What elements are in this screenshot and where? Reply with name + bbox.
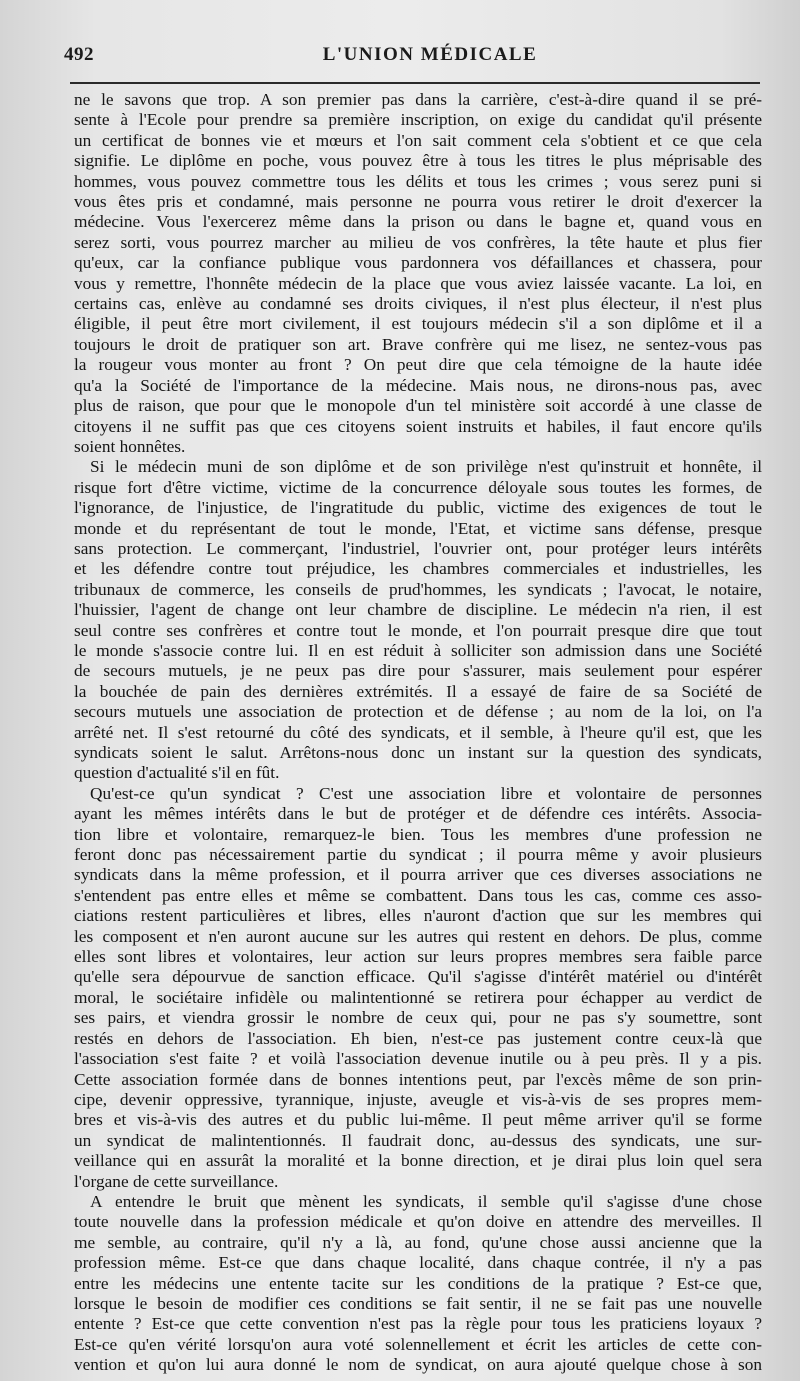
text-line: toute nouvelle dans la profession médicale et qu'on doive en attendre des merveilles. Il — [74, 1212, 762, 1232]
text-line: ne le savons que trop. A son premier pas dans la carrière, c'est-à-dire quand il se pré- — [74, 90, 762, 109]
article-body — [74, 90, 762, 1376]
text-line: l'ignorance, de l'injustice, de l'ingratitude du public, victime des exigences de tout le — [74, 498, 762, 518]
text-line: question d'actualité s'il en fût. — [74, 763, 280, 783]
header-rule — [70, 82, 760, 84]
text-line: entente ? Est-ce que cette convention n'est pas la règle pour tous les praticiens loyaux ? — [74, 1314, 762, 1334]
text-line: feront donc pas nécessairement partie du syndicat ; il pourra même y avoir plusieurs — [74, 845, 762, 865]
text-line: un syndicat de malintentionnés. Il faudrait donc, au-dessus des syndicats, une sur- — [74, 1130, 762, 1150]
running-head — [64, 44, 756, 74]
text-line: qu'eux, car la confiance publique vous pardonnera vos défaillances et chassera, pour — [74, 253, 762, 273]
text-line: la rougeur vous monter au front ? On peut dire que cela témoigne de la haute idée — [74, 355, 762, 375]
text-line: plus de raison, que pour que le monopole d'un tel ministère soit accordé à une classe de — [74, 396, 762, 416]
text-line: monde et du représentant de tout le monde, l'Etat, et victime sans défense, presque — [74, 518, 762, 538]
text-line: profession même. Est-ce que dans chaque localité, dans chaque contrée, il n'y a pas — [74, 1253, 762, 1273]
text-line: risque fort d'être victime, victime de la concurrence déloyale sous toutes les formes, de — [74, 477, 762, 497]
text-line: A entendre le bruit que mènent les syndicats, il semble qu'il s'agisse d'une chose — [90, 1191, 762, 1211]
text-line: qu'elle sera dépourvue de sanction efficace. Qu'il s'agisse d'intérêt matériel ou d'intérêt — [74, 967, 762, 987]
text-line: de secours mutuels, je ne peux pas dire pour s'assurer, mais seulement pour espérer — [74, 661, 762, 681]
text-line: ciations restent particulières et libres, elles n'auront d'action que sur les membres qui — [74, 906, 762, 926]
text-line: et les défendre contre tout préjudice, les chambres commerciales et industrielles, les — [74, 559, 762, 579]
page-number: 492 — [64, 44, 94, 65]
text-line: sente à l'Ecole pour prendre sa première inscription, on exige du candidat qu'il présente — [74, 110, 762, 130]
text-line: vous y remettre, l'honnête médecin de la place que vous aviez laissée vacante. La loi, en — [74, 273, 762, 293]
text-line: sans protection. Le commerçant, l'industriel, l'ouvrier ont, pour protéger leurs intérêts — [74, 538, 762, 558]
text-line: Cette association formée dans de bonnes intentions peut, par l'excès même de son prin- — [74, 1069, 762, 1089]
text-line: soient honnêtes. — [74, 436, 186, 456]
text-line: éligible, il peut être mort civilement, il est toujours médecin s'il a son diplôme et il a — [74, 314, 762, 334]
text-line: syndicats soient le salut. Arrêtons-nous donc un instant sur la question des syndicats, — [74, 743, 762, 762]
text-line: vention et qu'on lui aura donné le nom de syndicat, on aura ajouté quelque chose à son — [74, 1355, 762, 1375]
text-line: toujours le droit de pratiquer son art. Brave confrère qui me lisez, ne sentez-vous pas — [74, 334, 762, 354]
text-line: l'organe de cette surveillance. — [74, 1171, 279, 1191]
text-line: certains cas, enlève au condamné ses droits civiques, il n'est plus électeur, il n'est plus — [74, 294, 762, 314]
text-line: entre les médecins une entente tacite sur les conditions de la pratique ? Est-ce que, — [74, 1273, 762, 1293]
text-line: serez sorti, vous pourrez marcher au milieu de vos confrères, la tête haute et plus fier — [74, 232, 762, 252]
text-line: l'huissier, l'agent de change ont leur chambre de discipline. Le médecin n'a rien, il est — [74, 600, 762, 620]
text-line: l'association s'est faite ? et voilà l'association devenue inutile ou à peu près. Il y a pis. — [74, 1049, 762, 1069]
text-line: Si le médecin muni de son diplôme et de son privilège n'est qu'instruit et honnête, il — [90, 457, 762, 477]
text-line: lorsque le besoin de modifier ces conditions se fait sentir, il ne se fait pas une nouvelle — [74, 1293, 762, 1313]
text-line: hommes, vous pouvez commettre tous les délits et tous les crimes ; vous serez puni si — [74, 171, 762, 191]
journal-title: L'UNION MÉDICALE — [322, 44, 538, 65]
text-line: citoyens il ne suffit pas que ces citoyens soient instruits et habiles, il faut encore qu'ils — [74, 416, 762, 436]
text-line: un certificat de bonnes vie et mœurs et l'on sait comment cela s'obtient et ce que cela — [74, 130, 762, 150]
text-line: vous êtes pris et condamné, mais personne ne pourra vous retirer le droit d'exercer la — [74, 192, 762, 212]
text-line: syndicats dans la même profession, et il pourra arriver que ces diverses associations ne — [74, 865, 762, 885]
text-line: Qu'est-ce qu'un syndicat ? C'est une association libre et volontaire de personnes — [90, 783, 762, 803]
text-line: tion libre et volontaire, remarquez-le bien. Tous les membres d'une profession ne — [74, 824, 762, 844]
text-line: bres et vis-à-vis des autres et du public lui-même. Il peut même arriver qu'il se forme — [74, 1110, 762, 1130]
text-line: le monde s'associe contre lui. Il en est réduit à solliciter son admission dans une Société — [74, 640, 762, 660]
text-line: seul contre ses confrères et contre tout le monde, et l'on pourrait presque dire que tout — [74, 620, 762, 640]
text-line: la bouchée de pain des dernières extrémités. Il a essayé de faire de sa Société de — [74, 681, 762, 701]
text-line: elles sont libres et volontaires, leur action sur leurs propres membres sera faible parce — [74, 947, 762, 967]
text-line: ayant les mêmes intérêts dans le but de protéger et de défendre ces intérêts. Associa- — [74, 804, 762, 824]
text-line: veillance qui en assurât la moralité et la bonne direction, et je dirai plus loin quel sera — [74, 1151, 762, 1171]
text-line: ses pairs, et viendra grossir le nombre de ceux qui, pour ne pas s'y soumettre, sont — [74, 1008, 762, 1028]
text-line: me semble, au contraire, qu'il n'y a là, au fond, qu'une chose aussi ancienne que la — [74, 1232, 762, 1252]
text-line: Est-ce qu'en vérité lorsqu'on aura voté solennellement et écrit les articles de cette con- — [74, 1334, 762, 1354]
text-line: qu'a la Société de l'importance de la médecine. Mais nous, ne dirons-nous pas, avec — [74, 375, 762, 395]
text-line: restés en dehors de l'association. Eh bien, n'est-ce pas justement contre ceux-là que — [74, 1028, 762, 1048]
text-line: signifie. Le diplôme en poche, vous pouvez être à tous les titres le plus méprisable des — [74, 151, 762, 171]
text-line: secours mutuels une association de protection et de défense ; au nom de la loi, on l'a — [74, 702, 762, 722]
text-line: cipe, devenir oppressive, tyrannique, injuste, aveugle et vis-à-vis de ses propres mem- — [74, 1089, 762, 1109]
text-line: les composent et n'en auront aucune sur les autres qui restent en dehors. De plus, comme — [74, 926, 762, 946]
text-line: moral, le sociétaire infidèle ou malintentionné se retirera pour échapper au verdict de — [74, 987, 762, 1007]
text-line: arrêté net. Il s'est retourné du côté des syndicats, et il semble, à l'heure qu'il est, que les — [74, 722, 762, 742]
text-line: tribunaux de commerce, les conseils de prud'hommes, les syndicats ; l'avocat, le notaire, — [74, 579, 762, 599]
text-line: médecine. Vous l'exercerez même dans la prison ou dans le bagne et, quand vous en — [74, 212, 762, 232]
text-line: s'entendent pas entre elles et même se combattent. Dans tous les cas, comme ces asso- — [74, 885, 762, 905]
